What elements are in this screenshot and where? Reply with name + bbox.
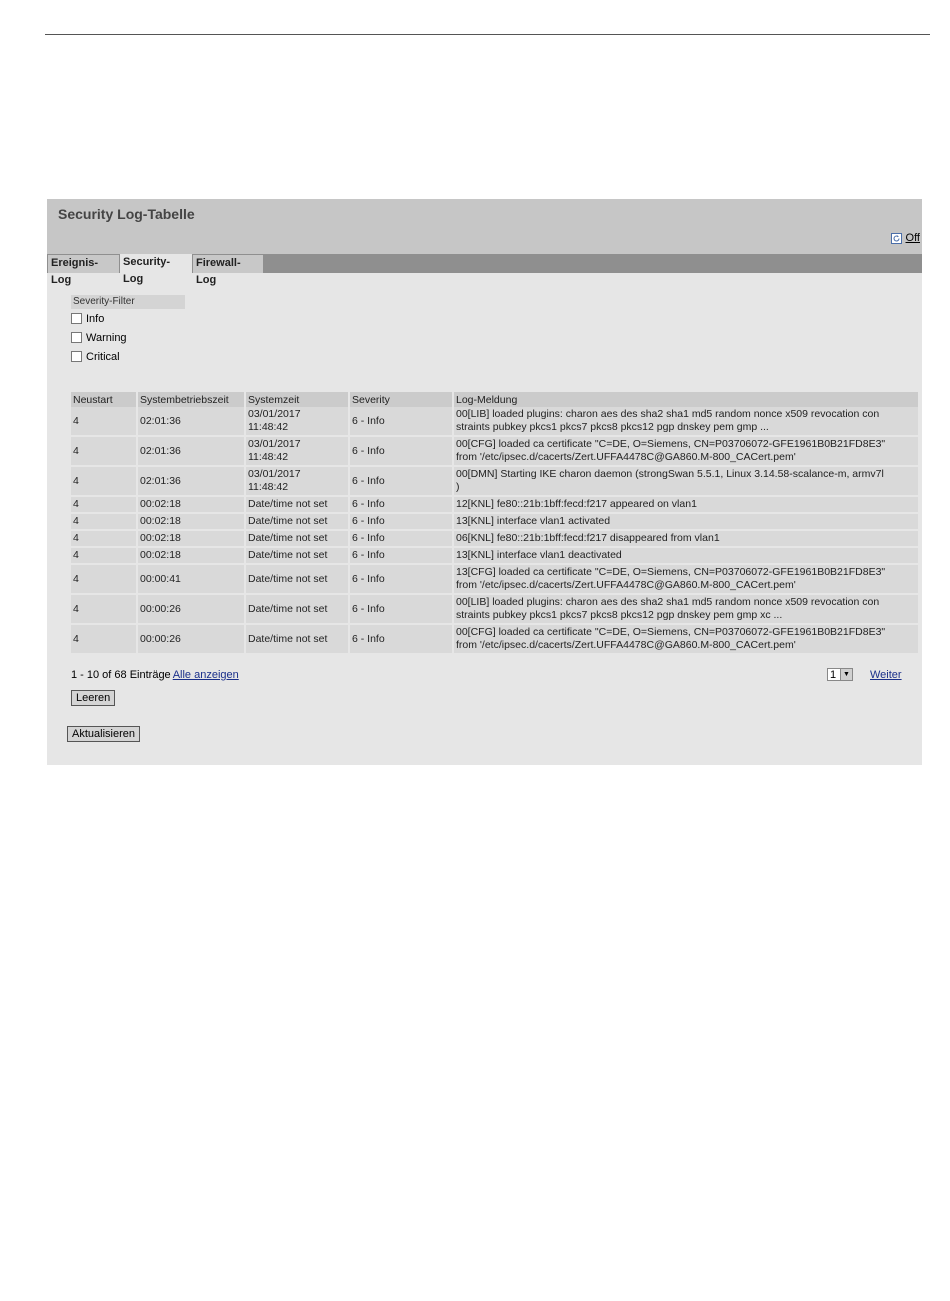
table-row <box>71 437 918 467</box>
table-row <box>71 531 918 548</box>
cell-systemtime: Date/time not set <box>246 565 350 595</box>
cell-uptime: 00:00:26 <box>138 625 246 655</box>
cell-neustart: 4 <box>71 407 138 437</box>
table-header-row <box>71 392 918 407</box>
show-all-link[interactable]: Alle anzeigen <box>172 669 239 681</box>
cell-message: 00[LIB] loaded plugins: charon aes des sha2 sha1 md5 random nonce x509 revocation con straints pubkey pkcs1 pkcs7 pkcs8 pkcs12 pgp dnskey pem gmp xc ... <box>454 595 918 625</box>
cell-systemtime: Date/time not set <box>246 595 350 625</box>
entry-count: 1 - 10 of 68 Einträge <box>71 669 171 681</box>
tab-security-log[interactable]: Security-Log <box>120 254 192 273</box>
cell-uptime: 02:01:36 <box>138 407 246 437</box>
col-header-severity: Severity <box>350 392 454 407</box>
cell-severity: 6 - Info <box>350 407 454 437</box>
cell-message: 00[LIB] loaded plugins: charon aes des sha2 sha1 md5 random nonce x509 revocation con straints pubkey pkcs1 pkcs7 pkcs8 pkcs12 pgp dnskey pem gmp ... <box>454 407 918 437</box>
table-footer <box>71 669 239 681</box>
warning-label: Warning <box>86 331 127 344</box>
cell-severity: 6 - Info <box>350 595 454 625</box>
cell-severity: 6 - Info <box>350 497 454 514</box>
cell-message: 13[KNL] interface vlan1 activated <box>454 514 918 531</box>
tab-ereignis-log[interactable]: Ereignis-Log <box>48 255 119 273</box>
table-row <box>71 565 918 595</box>
cell-systemtime: 03/01/2017 11:48:42 <box>246 437 350 467</box>
info-label: Info <box>86 312 105 325</box>
tab-firewall-log[interactable]: Firewall-Log <box>193 255 263 273</box>
refresh-icon <box>891 233 902 244</box>
page-select[interactable] <box>827 668 853 681</box>
cell-systemtime: Date/time not set <box>246 497 350 514</box>
cell-severity: 6 - Info <box>350 437 454 467</box>
table-row <box>71 595 918 625</box>
clear-button[interactable]: Leeren <box>71 690 115 706</box>
next-page-link[interactable]: Weiter <box>870 669 902 681</box>
page-title: Security Log-Tabelle <box>58 206 195 222</box>
cell-systemtime: Date/time not set <box>246 514 350 531</box>
cell-severity: 6 - Info <box>350 625 454 655</box>
cell-uptime: 02:01:36 <box>138 437 246 467</box>
table-row <box>71 514 918 531</box>
cell-severity: 6 - Info <box>350 514 454 531</box>
auto-refresh-label[interactable]: Off <box>905 232 920 244</box>
cell-neustart: 4 <box>71 548 138 565</box>
cell-neustart: 4 <box>71 467 138 497</box>
cell-severity: 6 - Info <box>350 565 454 595</box>
cell-uptime: 02:01:36 <box>138 467 246 497</box>
filter-option-warning[interactable] <box>71 328 185 347</box>
cell-uptime: 00:02:18 <box>138 497 246 514</box>
cell-systemtime: Date/time not set <box>246 548 350 565</box>
cell-neustart: 4 <box>71 497 138 514</box>
cell-neustart: 4 <box>71 565 138 595</box>
col-header-neustart: Neustart <box>71 392 138 407</box>
top-divider <box>45 34 930 35</box>
col-header-systemtime: Systemzeit <box>246 392 350 407</box>
table-body <box>71 407 918 655</box>
chevron-down-icon[interactable]: ▼ <box>840 669 852 680</box>
table-row <box>71 625 918 655</box>
cell-message: 06[KNL] fe80::21b:1bff:fecd:f217 disappeared from vlan1 <box>454 531 918 548</box>
auto-refresh-toggle[interactable] <box>891 232 920 244</box>
cell-message: 13[KNL] interface vlan1 deactivated <box>454 548 918 565</box>
cell-neustart: 4 <box>71 437 138 467</box>
cell-uptime: 00:00:41 <box>138 565 246 595</box>
page-value: 1 <box>830 668 837 681</box>
table-row <box>71 467 918 497</box>
cell-message: 13[CFG] loaded ca certificate "C=DE, O=Siemens, CN=P03706072-GFE1961B0B21FD8E3" from '/etc/ipsec.d/cacerts/Zert.UFFA4478C@GA860.M-800_CACert.pem' <box>454 565 918 595</box>
cell-neustart: 4 <box>71 595 138 625</box>
filter-option-critical[interactable] <box>71 347 185 366</box>
cell-systemtime: Date/time not set <box>246 531 350 548</box>
severity-filter-title: Severity-Filter <box>71 295 185 309</box>
critical-checkbox[interactable] <box>71 351 82 362</box>
warning-checkbox[interactable] <box>71 332 82 343</box>
cell-severity: 6 - Info <box>350 531 454 548</box>
critical-label: Critical <box>86 350 120 363</box>
info-checkbox[interactable] <box>71 313 82 324</box>
cell-message: 00[CFG] loaded ca certificate "C=DE, O=Siemens, CN=P03706072-GFE1961B0B21FD8E3" from '/etc/ipsec.d/cacerts/Zert.UFFA4478C@GA860.M-800_CACert.pem' <box>454 625 918 655</box>
severity-filter <box>71 295 185 366</box>
col-header-uptime: Systembetriebszeit <box>138 392 246 407</box>
cell-severity: 6 - Info <box>350 548 454 565</box>
cell-neustart: 4 <box>71 514 138 531</box>
tab-bar <box>47 254 922 286</box>
cell-neustart: 4 <box>71 531 138 548</box>
table-row <box>71 548 918 565</box>
cell-uptime: 00:02:18 <box>138 514 246 531</box>
panel-header <box>47 199 922 254</box>
filter-option-info[interactable] <box>71 309 185 328</box>
cell-uptime: 00:00:26 <box>138 595 246 625</box>
security-log-panel <box>47 199 922 765</box>
page-dropdown[interactable] <box>827 668 853 681</box>
cell-message: 00[DMN] Starting IKE charon daemon (strongSwan 5.5.1, Linux 3.14.58-scalance-m, armv7l ) <box>454 467 918 497</box>
cell-systemtime: 03/01/2017 11:48:42 <box>246 467 350 497</box>
cell-severity: 6 - Info <box>350 467 454 497</box>
cell-systemtime: Date/time not set <box>246 625 350 655</box>
cell-uptime: 00:02:18 <box>138 531 246 548</box>
col-header-message: Log-Meldung <box>454 392 918 407</box>
cell-message: 00[CFG] loaded ca certificate "C=DE, O=Siemens, CN=P03706072-GFE1961B0B21FD8E3" from '/etc/ipsec.d/cacerts/Zert.UFFA4478C@GA860.M-800_CACert.pem' <box>454 437 918 467</box>
cell-message: 12[KNL] fe80::21b:1bff:fecd:f217 appeared on vlan1 <box>454 497 918 514</box>
cell-neustart: 4 <box>71 625 138 655</box>
cell-uptime: 00:02:18 <box>138 548 246 565</box>
table-row <box>71 407 918 437</box>
security-log-table <box>71 392 918 655</box>
refresh-button[interactable]: Aktualisieren <box>67 726 140 742</box>
cell-systemtime: 03/01/2017 11:48:42 <box>246 407 350 437</box>
table-row <box>71 497 918 514</box>
